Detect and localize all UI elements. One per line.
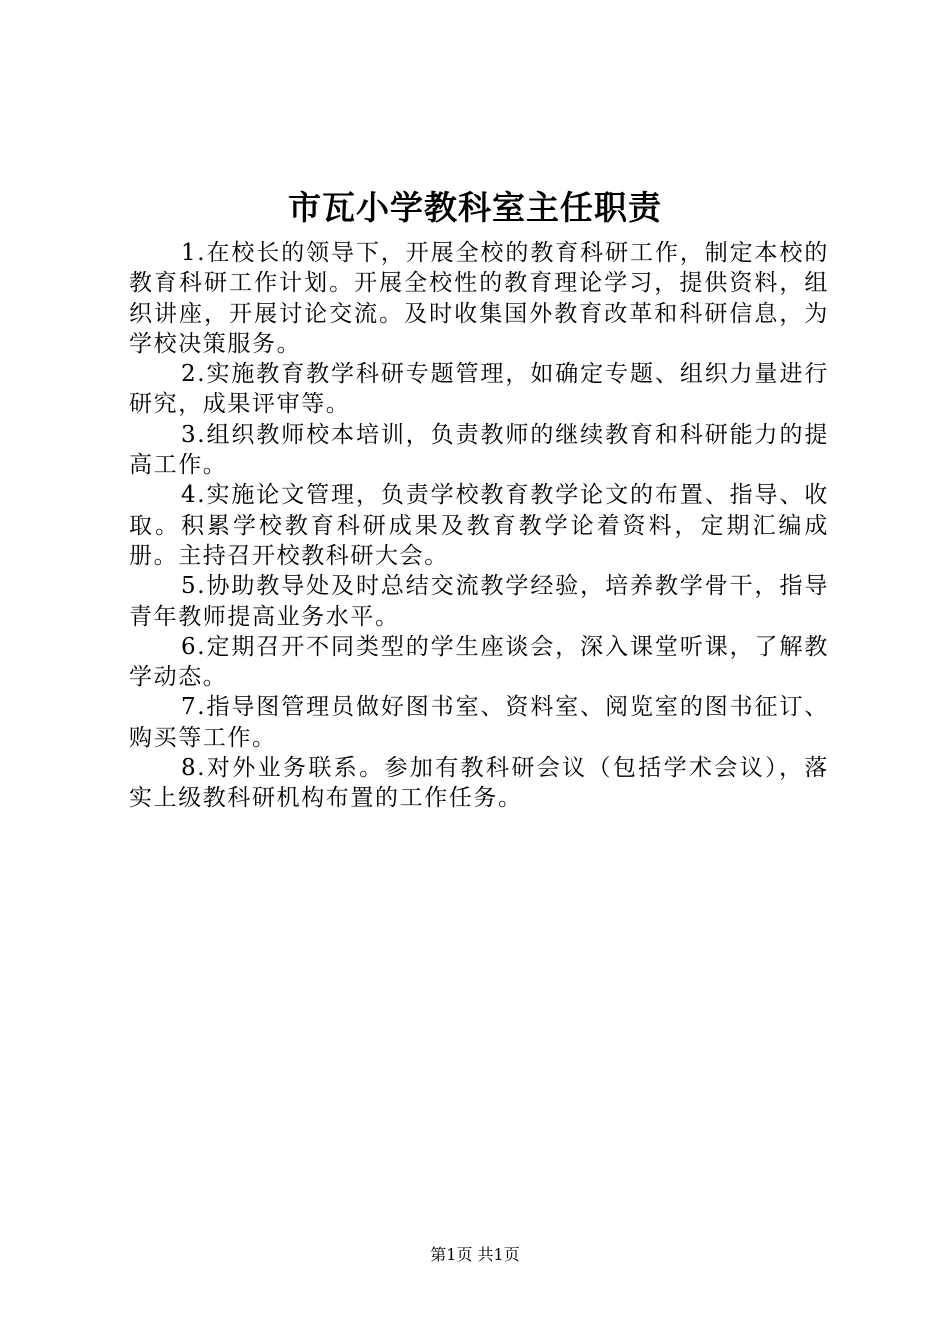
document-body [129, 238, 829, 814]
paragraph-7: 7.指导图管理员做好图书室、资料室、阅览室的图书征订、购买等工作。 [129, 694, 829, 751]
paragraph-8: 8.对外业务联系。参加有教科研会议（包括学术会议），落实上级教科研机构布置的工作任务。 [129, 755, 829, 812]
paragraph-4: 4.实施论文管理，负责学校教育教学论文的布置、指导、收取。积累学校教育科研成果及教育教学论着资料，定期汇编成册。主持召开校教科研大会。 [129, 482, 829, 569]
paragraph-3: 3.组织教师校本培训，负责教师的继续教育和科研能力的提高工作。 [129, 421, 829, 479]
page-footer: 第1页 共1页 [430, 1245, 520, 1264]
paragraph-5: 5.协助教导处及时总结交流教学经验，培养教学骨干，指导青年教师提高业务水平。 [129, 573, 829, 630]
paragraph-2: 2.实施教育教学科研专题管理，如确定专题、组织力量进行研究，成果评审等。 [129, 361, 829, 418]
paragraph-6: 6.定期召开不同类型的学生座谈会，深入课堂听课，了解教学动态。 [129, 633, 829, 691]
paragraph-1: 1.在校长的领导下，开展全校的教育科研工作，制定本校的教育科研工作计划。开展全校性的教育理论学习，提供资料，组织讲座，开展讨论交流。及时收集国外教育改革和科研信息，为学校决策服务。 [129, 240, 829, 357]
document-title: 市瓦小学教科室主任职责 [288, 188, 662, 227]
